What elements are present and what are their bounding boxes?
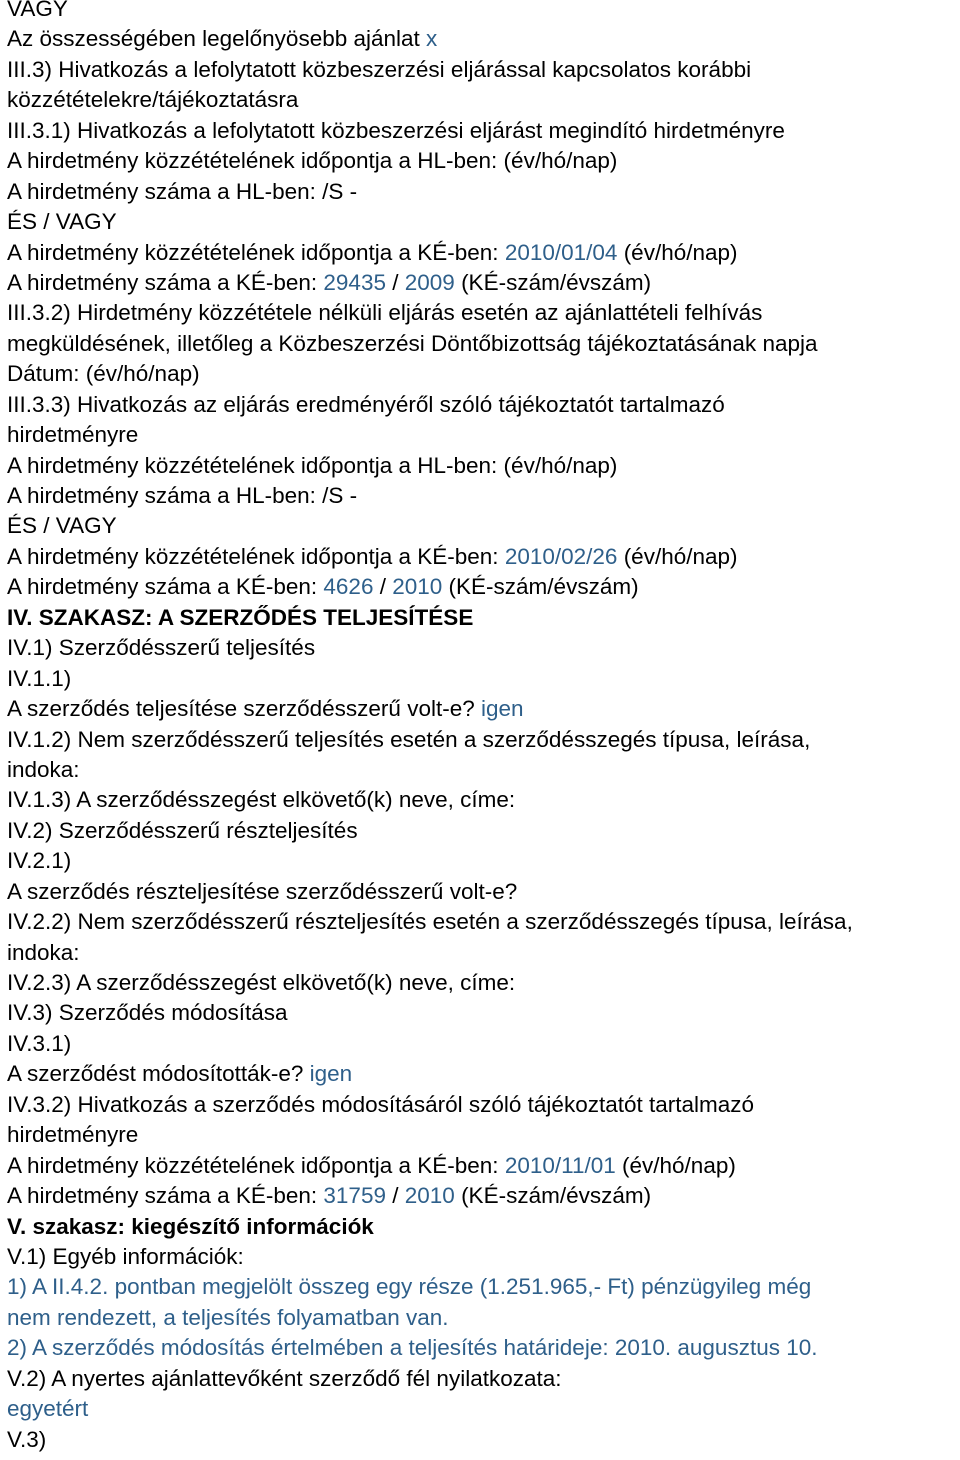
field-value: 2) A szerződés módosítás értelmében a teljesítés határideje: 2010. augusztus 10. bbox=[7, 1335, 818, 1361]
text-line bbox=[7, 907, 960, 937]
text-line bbox=[7, 1090, 960, 1120]
text-line bbox=[7, 846, 960, 876]
text-line bbox=[7, 877, 960, 907]
text-line bbox=[7, 238, 960, 268]
text-segment: közzétételekre/tájékoztatásra bbox=[7, 87, 299, 113]
text-segment: III.3.3) Hivatkozás az eljárás eredményéről szóló tájékoztatót tartalmazó bbox=[7, 391, 725, 417]
text-line bbox=[7, 390, 960, 420]
text-line bbox=[7, 177, 960, 207]
text-segment: A hirdetmény közzétételének időpontja a KÉ-ben: bbox=[7, 543, 505, 569]
text-line bbox=[7, 1029, 960, 1059]
text-line bbox=[7, 1181, 960, 1211]
text-segment: Dátum: (év/hó/nap) bbox=[7, 361, 200, 387]
text-line bbox=[7, 329, 960, 359]
text-segment: (év/hó/nap) bbox=[615, 1152, 736, 1178]
text-segment: Az összességében legelőnyösebb ajánlat bbox=[7, 26, 427, 52]
text-segment: IV.3.2) Hivatkozás a szerződés módosításáról szóló tájékoztatót tartalmazó bbox=[7, 1091, 755, 1117]
text-segment: III.3.1) Hivatkozás a lefolytatott közbeszerzési eljárást megindító hirdetményre bbox=[7, 117, 785, 143]
text-segment: IV.3.1) bbox=[7, 1030, 72, 1056]
text-line bbox=[7, 603, 960, 633]
text-line bbox=[7, 1059, 960, 1089]
text-segment: (KÉ-szám/évszám) bbox=[454, 1183, 652, 1209]
text-line bbox=[7, 725, 960, 755]
document-body bbox=[7, 0, 960, 1455]
text-segment: A szerződést módosították-e? bbox=[7, 1061, 310, 1087]
text-line bbox=[7, 542, 960, 572]
text-segment: / bbox=[373, 574, 393, 600]
text-line bbox=[7, 1333, 960, 1363]
text-segment: ÉS / VAGY bbox=[7, 513, 117, 539]
text-line bbox=[7, 420, 960, 450]
text-segment: (év/hó/nap) bbox=[617, 543, 738, 569]
text-segment: / bbox=[385, 269, 405, 295]
field-value: 2010/02/26 bbox=[504, 543, 618, 569]
text-segment: VAGY bbox=[7, 0, 68, 21]
text-segment: indoka: bbox=[7, 939, 80, 965]
text-segment: IV.3) Szerződés módosítása bbox=[7, 1000, 288, 1026]
field-value: nem rendezett, a teljesítés folyamatban van. bbox=[7, 1304, 449, 1330]
text-segment: A hirdetmény közzétételének időpontja a HL-ben: (év/hó/nap) bbox=[7, 452, 618, 478]
field-value: 4626 bbox=[323, 574, 374, 600]
text-line bbox=[7, 633, 960, 663]
text-segment: A hirdetmény száma a HL-ben: /S - bbox=[7, 178, 358, 204]
field-value: egyetért bbox=[7, 1396, 89, 1422]
text-segment: (KÉ-szám/évszám) bbox=[442, 574, 639, 600]
text-line bbox=[7, 664, 960, 694]
text-segment: A hirdetmény közzétételének időpontja a KÉ-ben: bbox=[7, 239, 505, 265]
text-line bbox=[7, 1120, 960, 1150]
text-segment: IV.1.1) bbox=[7, 665, 72, 691]
text-line bbox=[7, 116, 960, 146]
text-line bbox=[7, 816, 960, 846]
text-line bbox=[7, 938, 960, 968]
text-line bbox=[7, 1212, 960, 1242]
field-value: 2010 bbox=[404, 1183, 455, 1209]
text-line bbox=[7, 451, 960, 481]
field-value: 2010/11/01 bbox=[504, 1152, 616, 1178]
text-line bbox=[7, 359, 960, 389]
text-segment: A szerződés részteljesítése szerződésszerű volt-e? bbox=[7, 878, 518, 904]
text-line bbox=[7, 1394, 960, 1424]
text-segment: (KÉ-szám/évszám) bbox=[454, 269, 652, 295]
text-segment: ÉS / VAGY bbox=[7, 209, 117, 235]
field-value: 29435 bbox=[323, 269, 386, 295]
field-value: 1) A II.4.2. pontban megjelölt összeg egy része (1.251.965,- Ft) pénzügyileg még bbox=[7, 1274, 812, 1300]
text-line bbox=[7, 998, 960, 1028]
text-line bbox=[7, 55, 960, 85]
section-heading: IV. SZAKASZ: A SZERZŐDÉS TELJESÍTÉSE bbox=[7, 604, 474, 630]
text-line bbox=[7, 0, 960, 24]
field-value: 2010 bbox=[392, 574, 443, 600]
text-segment: A hirdetmény közzétételének időpontja a KÉ-ben: bbox=[7, 1152, 505, 1178]
text-line bbox=[7, 1272, 960, 1302]
field-value: 31759 bbox=[323, 1183, 386, 1209]
text-segment: V.2) A nyertes ajánlattevőként szerződő fél nyilatkozata: bbox=[7, 1365, 562, 1391]
text-segment: A hirdetmény száma a KÉ-ben: bbox=[7, 269, 324, 295]
text-line bbox=[7, 1425, 960, 1455]
text-line bbox=[7, 572, 960, 602]
text-segment: A hirdetmény száma a KÉ-ben: bbox=[7, 574, 324, 600]
text-line bbox=[7, 268, 960, 298]
field-value: igen bbox=[309, 1061, 353, 1087]
text-line bbox=[7, 785, 960, 815]
field-value: x bbox=[426, 26, 438, 52]
text-segment: A hirdetmény közzétételének időpontja a HL-ben: (év/hó/nap) bbox=[7, 148, 618, 174]
text-segment: A szerződés teljesítése szerződésszerű volt-e? bbox=[7, 696, 481, 722]
text-line bbox=[7, 1151, 960, 1181]
text-segment: V.3) bbox=[7, 1426, 47, 1452]
text-segment: A hirdetmény száma a HL-ben: /S - bbox=[7, 483, 358, 508]
text-segment: indoka: bbox=[7, 756, 80, 782]
text-line bbox=[7, 146, 960, 176]
text-line bbox=[7, 85, 960, 115]
text-segment: IV.1.2) Nem szerződésszerű teljesítés esetén a szerződésszegés típusa, leírása, bbox=[7, 726, 811, 752]
text-line bbox=[7, 481, 960, 511]
text-line bbox=[7, 24, 960, 54]
text-line bbox=[7, 207, 960, 237]
text-segment: hirdetményre bbox=[7, 422, 139, 448]
text-segment: III.3) Hivatkozás a lefolytatott közbeszerzési eljárással kapcsolatos korábbi bbox=[7, 56, 752, 82]
text-segment: IV.2.3) A szerződésszegést elkövető(k) neve, címe: bbox=[7, 970, 516, 995]
text-segment: A hirdetmény száma a KÉ-ben: bbox=[7, 1183, 324, 1209]
text-segment: III.3.2) Hirdetmény közzététele nélküli eljárás esetén az ajánlattételi felhívás bbox=[7, 300, 763, 326]
text-line bbox=[7, 511, 960, 541]
text-line bbox=[7, 968, 960, 998]
text-line bbox=[7, 755, 960, 785]
text-segment: IV.2.1) bbox=[7, 848, 72, 874]
text-line bbox=[7, 1303, 960, 1333]
text-segment: megküldésének, illetőleg a Közbeszerzési Döntőbizottság tájékoztatásának napja bbox=[7, 330, 818, 356]
text-segment: IV.1.3) A szerződésszegést elkövető(k) neve, címe: bbox=[7, 787, 516, 813]
text-segment: / bbox=[385, 1183, 405, 1209]
text-line bbox=[7, 1242, 960, 1272]
text-segment: IV.2) Szerződésszerű részteljesítés bbox=[7, 817, 358, 843]
field-value: 2009 bbox=[404, 269, 455, 295]
text-line bbox=[7, 298, 960, 328]
field-value: igen bbox=[480, 696, 524, 722]
text-segment: hirdetményre bbox=[7, 1122, 139, 1148]
text-segment: V.1) Egyéb információk: bbox=[7, 1243, 244, 1269]
text-segment: IV.1) Szerződésszerű teljesítés bbox=[7, 635, 316, 661]
text-segment: (év/hó/nap) bbox=[617, 239, 738, 265]
text-segment: IV.2.2) Nem szerződésszerű részteljesítés esetén a szerződésszegés típusa, leírása, bbox=[7, 909, 853, 935]
text-line bbox=[7, 694, 960, 724]
field-value: 2010/01/04 bbox=[504, 239, 618, 265]
text-line bbox=[7, 1364, 960, 1394]
section-heading: V. szakasz: kiegészítő információk bbox=[7, 1213, 374, 1239]
